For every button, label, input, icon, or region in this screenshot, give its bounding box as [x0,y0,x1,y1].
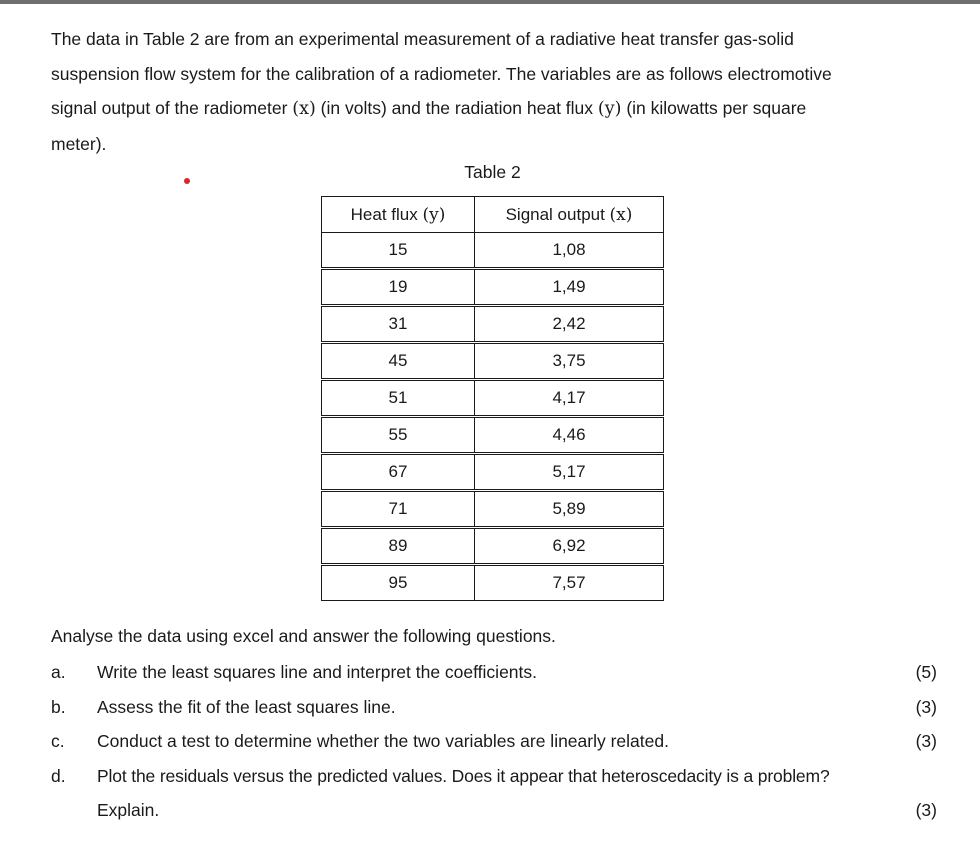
cell-heat-flux: 95 [322,565,475,601]
intro-line-4: meter). [51,133,107,154]
table-row [322,454,664,491]
question-d [51,759,937,829]
question-b [51,690,937,725]
top-rule [0,0,980,4]
cell-signal-output: 6,92 [475,528,664,565]
table-header-row [322,197,664,233]
cell-signal-output: 2,42 [475,306,664,343]
cell-signal-output: 1,49 [475,269,664,306]
header-signal-label: Signal output [505,204,610,224]
cell-heat-flux: 67 [322,454,475,491]
intro-line-3-part-a: signal output of the radiometer [51,98,293,118]
cell-signal-output: 3,75 [475,343,664,380]
question-text: Assess the fit of the least squares line. [97,697,396,717]
cell-signal-output: 4,46 [475,417,664,454]
question-text: Conduct a test to determine whether the two variables are linearly related. [97,731,669,751]
question-letter: d. [51,766,66,786]
intro-line-2: suspension flow system for the calibration of a radiometer. The variables are as follows electromotive [51,63,832,84]
question-a [51,655,937,690]
question-marks: (3) [915,800,937,820]
header-heat-flux [322,197,475,233]
question-text: Write the least squares line and interpret the coefficients. [97,662,538,682]
table-caption: Table 2 [464,162,521,182]
red-dot-marker [184,178,190,184]
cell-heat-flux: 55 [322,417,475,454]
cell-signal-output: 4,17 [475,380,664,417]
question-letter: b. [51,697,66,717]
cell-heat-flux: 31 [322,306,475,343]
cell-signal-output: 7,57 [475,565,664,601]
intro-line-3-part-c: (in kilowatts per square [621,98,807,118]
question-text: Plot the residuals versus the predicted values. Does it appear that heteroscedacity is a problem? [97,766,830,786]
table-row [322,380,664,417]
questions-title: Analyse the data using excel and answer the following questions. [51,626,556,646]
question-text-continued: Explain. [97,800,160,820]
intro-line-3 [51,98,806,118]
header-heat-flux-label: Heat flux [350,204,423,224]
header-heat-flux-var: (y) [422,204,446,225]
table-row [322,306,664,343]
table-row [322,528,664,565]
variable-x: (x) [292,99,316,119]
question-letter: c. [51,731,65,751]
cell-signal-output: 5,89 [475,491,664,528]
question-c [51,724,937,759]
header-signal-var: (x) [609,204,633,225]
header-signal-output [475,197,664,233]
table-row [322,233,664,269]
question-letter: a. [51,662,66,682]
table-row [322,491,664,528]
cell-heat-flux: 19 [322,269,475,306]
cell-heat-flux: 71 [322,491,475,528]
variable-y: (y) [597,99,622,119]
question-marks: (5) [915,662,937,682]
cell-heat-flux: 89 [322,528,475,565]
table-row [322,565,664,601]
intro-line-1: The data in Table 2 are from an experimental measurement of a radiative heat transfer gas-solid [51,29,794,49]
cell-heat-flux: 51 [322,380,475,417]
intro-paragraph [51,22,937,161]
cell-heat-flux: 15 [322,233,475,269]
data-table [321,196,664,601]
cell-signal-output: 5,17 [475,454,664,491]
cell-signal-output: 1,08 [475,233,664,269]
table-row [322,269,664,306]
intro-line-3-part-b: (in volts) and the radiation heat flux [315,98,598,118]
table-row [322,417,664,454]
cell-heat-flux: 45 [322,343,475,380]
question-marks: (3) [915,731,937,751]
table-row [322,343,664,380]
question-marks: (3) [915,697,937,717]
